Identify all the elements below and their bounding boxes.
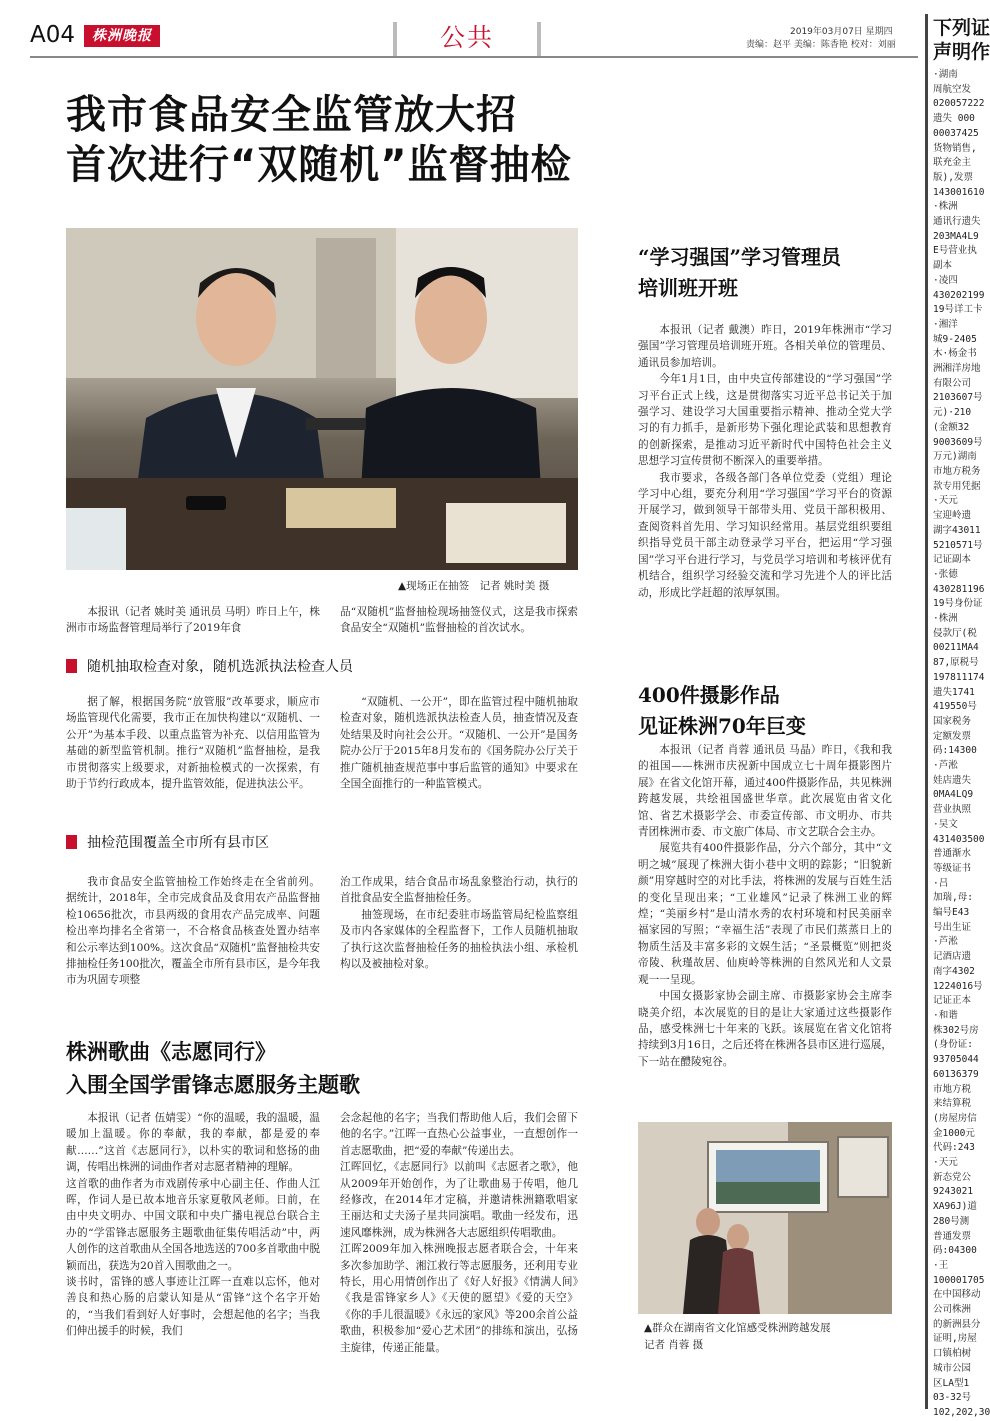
section-name: 公共 — [440, 23, 495, 52]
side-strip-line: 湖字43011 — [933, 524, 981, 536]
header-divider-right — [537, 22, 541, 56]
side-strip-line: ·芦淞 — [933, 936, 958, 948]
main-headline-line2: 首次进行“双随机”监督抽检 — [66, 142, 572, 188]
side-strip-line: 197811174 — [933, 671, 985, 683]
side-strip-line: 区LA型1 — [933, 1377, 970, 1389]
side-strip-line: 有限公司 — [933, 377, 972, 389]
side-strip-line: 203MA4L9 — [933, 230, 979, 242]
side-strip-line: (房屋房信 — [933, 1112, 977, 1124]
side-strip-title-line1: 下列证 — [933, 17, 990, 39]
subhead-marker — [66, 659, 77, 673]
song-headline — [66, 1035, 360, 1101]
side-strip-line: ·天元 — [933, 495, 958, 507]
xuexi-body — [638, 322, 892, 632]
side-strip-line: 5210571号 — [933, 539, 983, 551]
side-strip-line: 款专用凭据 — [933, 480, 981, 492]
exhibition-headline — [638, 680, 806, 742]
main-intro-col2: 品“双随机”监督抽检现场抽签仪式，这是我市探索食品安全“双随机”监督抽检的首次试水。 — [340, 606, 578, 635]
editor-credits: 责编：赵平 美编：陈香艳 校对：刘丽 — [746, 40, 896, 50]
side-strip-line: E号营业执 — [933, 245, 977, 257]
exhibition-body — [638, 742, 892, 1112]
exhibition-caption-line1: ▲群众在湖南省文化馆感受株洲跨越发展 — [644, 1322, 831, 1334]
side-strip-line: 9243021 — [933, 1186, 974, 1198]
song-col2: 会念起他的名字；当我们帮助他人后，我们会留下他的名字。”江晖一直热心公益事业，一直想创作一首志愿歌曲，把“爱的奉献”传递出去。 江晖回忆，《志愿同行》以前叫《志愿者之歌》，他从2009年开始创作，为了让歌曲易于传唱，他几经修改，在2014年才定稿，并邀请株洲籍歌唱家王丽达和丈夫汤子星共同演唱。歌曲一经发布，迅速风靡株洲，成为株洲各大志愿组织传唱歌曲。 江晖2009年加入株洲晚报志愿者联合会，十年来多次参加助学、湘江救行等志愿服务，还利用专业特长，用心用情创作出了《好人好报》《情满人间》《我是雷锋家乡人》《天使的愿望》《爱的天空》《你的手儿很温暖》《永远的家风》等200余首公益歌曲，积极参加“爱心艺术团”的排练和演出，弘扬主旋律，传递正能量。 — [340, 1112, 578, 1354]
side-strip-line: 60136379 — [933, 1068, 979, 1080]
side-strip-line: 加瑞,母: — [933, 892, 973, 904]
side-strip-line: 0MA4LQ9 — [933, 789, 974, 801]
side-strip-line: 的新洲县分 — [933, 1318, 981, 1330]
side-strip-line: 口镇柏树 — [933, 1348, 972, 1360]
side-strip-line: 市地方税 — [933, 1083, 972, 1095]
main-intro-col1: 本报讯（记者 姚时美 通讯员 马明）昨日上午，株洲市市场监督管理局举行了2019年食 — [66, 606, 320, 635]
subhead-random-inspection — [66, 656, 353, 676]
side-strip-line: 记证副本 — [933, 554, 972, 566]
side-strip-line: 430202199 — [933, 289, 985, 301]
side-strip-line: 号出生证 — [933, 921, 972, 933]
side-strip-line: 100001705 — [933, 1274, 985, 1286]
side-strip-line: 19号身份证 — [933, 598, 983, 610]
side-strip-line: 码:04300 — [933, 1245, 977, 1257]
side-strip-list — [933, 68, 990, 1418]
issue-date: 2019年03月07日 星期四 — [790, 27, 893, 37]
side-strip-line: 版),发票 — [933, 171, 973, 183]
side-strip-line: ·天元 — [933, 1157, 958, 1169]
subhead-random-inspection-text: 随机抽取检查对象，随机选派执法检查人员 — [87, 659, 353, 675]
side-strip-divider — [925, 14, 928, 1409]
side-strip-line: 木·杨金书 — [933, 348, 977, 360]
side-strip-line: 遗失1741 — [933, 686, 975, 698]
side-strip-line: 87,原税号 — [933, 657, 979, 669]
header-rule — [30, 56, 918, 58]
subhead-marker — [66, 835, 77, 849]
side-strip-line: ·吴文 — [933, 818, 958, 830]
signing-photo-caption: ▲现场正在抽签 记者 姚时美 摄 — [398, 580, 550, 592]
signing-photo-illustration — [66, 228, 578, 570]
subhead-coverage — [66, 832, 269, 852]
side-strip-line: 新态党公 — [933, 1171, 972, 1183]
side-strip-line: 城9-2405 — [933, 333, 977, 345]
exhibition-headline-line1: 400件摄影作品 — [638, 683, 780, 707]
exhibition-body-p1: 本报讯（记者 肖蓉 通讯员 马晶）昨日，《我和我的祖国——株洲市庆祝新中国成立七十周年摄影图片展》在省文化馆开幕，通过400件摄影作品，共见株洲跨越发展，共绘祖国盛世华章。此次展览由省文化馆、省艺术摄影学会、市委宣传部、市文明办、市共青团株洲市委、市文旅广体局、市文艺联合会主办。 — [638, 744, 892, 839]
side-strip-line: 证明,房屋 — [933, 1333, 977, 1345]
song-headline-line1: 株洲歌曲《志愿同行》 — [66, 1039, 276, 1064]
side-strip-line: 侵款厅(税 — [933, 627, 977, 639]
subhead-coverage-text: 抽检范围覆盖全市所有县市区 — [87, 835, 269, 851]
exhibition-photo-illustration — [638, 1122, 892, 1314]
exhibition-photo-caption — [644, 1320, 894, 1354]
side-strip-line: 143001610 — [933, 186, 985, 198]
exhibition-caption-line2: 记者 肖蓉 摄 — [644, 1339, 704, 1351]
side-strip-title-line2: 声明作 — [933, 41, 990, 63]
side-strip-line: 431403500 — [933, 833, 985, 845]
side-strip-line: 93705044 — [933, 1054, 979, 1066]
side-strip-line: 普通渐水 — [933, 848, 972, 860]
sec1-col2: “双随机、一公开”，即在监管过程中随机抽取检查对象，随机选派执法检查人员，抽查情况及查处结果及时向社会公开。“双随机、一公开”是国务院办公厅于2015年8月发布的《国务院办公厅关于推广随机抽查规范事中事后监管的通知》中要求在全国全面推行的一种监管模式。 — [340, 696, 578, 791]
side-strip-line: 记证正本 — [933, 995, 972, 1007]
side-strip-line: 280号测 — [933, 1215, 970, 1227]
side-strip-line: 102,202,30 — [933, 1406, 990, 1418]
exhibition-headline-line2: 见证株洲70年巨变 — [638, 714, 806, 738]
side-strip-line: (身份证: — [933, 1039, 973, 1051]
side-strip-line: 19号详工卡 — [933, 304, 983, 316]
side-strip-line: 周航空发 — [933, 83, 972, 95]
side-strip-line: 03-32号 — [933, 1392, 972, 1404]
sec2-col2-p1: 治工作成果，结合食品市场乱象整治行动，执行的首批食品安全监督抽检任务。 — [340, 876, 578, 905]
side-strip-line: 城市公园 — [933, 1362, 972, 1374]
side-strip-line: 联充金主 — [933, 157, 972, 169]
exhibition-body-p3: 中国女摄影家协会副主席、市摄影家协会主席李晓美介绍，本次展览的目的是让大家通过这些摄影作品，感受株洲七十年来的飞跃。该展览在省文化馆将持续到3月16日，之后还将在株洲各县市区进行巡展，下一站在醴陵宛谷。 — [638, 990, 892, 1068]
side-strip-line: 419550号 — [933, 701, 977, 713]
side-strip-line: ·王 — [933, 1259, 949, 1271]
side-strip-line: 通讯行遗失 — [933, 216, 981, 228]
side-strip-line: 国家税务 — [933, 715, 972, 727]
side-strip-line: ·芦淞 — [933, 760, 958, 772]
side-strip-line: 货物销售, — [933, 142, 977, 154]
side-strip-line: 副本 — [933, 260, 953, 272]
side-strip-line: 00037425 — [933, 127, 979, 139]
main-headline-line1: 我市食品安全监管放大招 — [66, 92, 517, 138]
xuexi-body-p2: 今年1月1日，由中央宣传部建设的“学习强国”学习平台正式上线，这是贯彻落实习近平总书记关于加强学习、建设学习大国重要指示精神、推动全党大学习的有力抓手，是新形势下强化理论武装和思想教育的创新探索，是推动习近平新时代中国特色社会主义思想学习宣传贯彻不断深入的重要举措。 — [638, 373, 892, 468]
page-number: A04 — [30, 22, 76, 48]
side-strip-line: 元)·210 — [933, 407, 972, 419]
side-strip-line: 株302号房 — [933, 1024, 979, 1036]
paper-logo: 株洲晚报 — [84, 25, 160, 47]
side-strip-line: 00211MA4 — [933, 642, 979, 654]
sec2-col2-p2: 抽签现场，在市纪委驻市场监管局纪检监察组及市内各家媒体的全程监督下，工作人员随机抽取了执行这次监督抽检任务的抽检执法小组、承检机构以及被抽检对象。 — [340, 908, 578, 971]
signing-photo — [66, 228, 578, 570]
side-strip-line: 普通发票 — [933, 1230, 972, 1242]
xuexi-body-p1: 本报讯（记者 戴澳）昨日，2019年株洲市“学习强国”学习管理员培训班开班。各相关单位的管理员、通讯员参加培训。 — [638, 324, 892, 369]
side-strip-line: 在中国移动 — [933, 1289, 981, 1301]
xuexi-body-p3: 我市要求，各级各部门各单位党委（党组）理论学习中心组，要充分利用“学习强国”学习平台的资源开展学习，做到领导干部带头用、党员干部积极用、查阅资料首先用、学习知识经常用。基层党组织要组织指导党员干部主动登录学习平台，把运用“学习强国”学习平台进行学习，与党员学习培训和考核评优有机结合，组织学习经验交流和学习先进个人的评比活动，形成比学赶超的浓厚氛围。 — [638, 471, 892, 599]
side-strip-line: 万元)湖南 — [933, 451, 977, 463]
side-strip-line: ·湘洋 — [933, 318, 958, 330]
sec2-col2 — [340, 874, 578, 1008]
side-strip-line: 来结算税 — [933, 1098, 972, 1110]
side-strip-line: 记酒店遗 — [933, 951, 972, 963]
side-strip-line: (金额32 — [933, 421, 970, 433]
xuexi-headline-line1: “学习强国”学习管理员 — [638, 245, 842, 269]
side-strip-line: 洲湘洋房地 — [933, 363, 981, 375]
side-strip-line: ·凌四 — [933, 274, 958, 286]
side-strip-line: XA96J)道 — [933, 1201, 977, 1213]
side-strip-line: 遗失 000 — [933, 113, 975, 125]
side-strip-line: 9003609号 — [933, 436, 983, 448]
exhibition-photo — [638, 1122, 892, 1314]
sec1-col1: 据了解，根据国务院“放管服”改革要求，顺应市场监管现代化需要，我市正在加快构建以“双随机、一公开”为基本手段、以重点监管为补充、以信用监管为基础的新型监管机制。推行“双随机”监督抽检，是我市贯彻落实上级要求，对新抽检模式的一次探索，有助于节约行政成本，提升监管效能，促进执法公平。 — [66, 696, 320, 791]
side-strip-line: 公司株洲 — [933, 1304, 972, 1316]
side-strip-line: 宝迎岭遗 — [933, 510, 972, 522]
side-strip-line: 定额发票 — [933, 730, 972, 742]
header-divider-left — [393, 22, 397, 56]
xuexi-headline — [638, 242, 841, 304]
side-strip-line: 金1000元 — [933, 1127, 975, 1139]
side-strip-line: 营业执照 — [933, 804, 972, 816]
side-strip-line: ·株洲 — [933, 613, 958, 625]
side-strip-line: 430281196 — [933, 583, 985, 595]
side-strip-line: ·张德 — [933, 568, 958, 580]
exhibition-body-p2: 展览共有400件摄影作品，分六个部分，其中“文明之城”展现了株洲大街小巷中文明的踪影；“旧貌新颜”用穿越时空的对比手法，将株洲的发展与百姓生活的变化呈现出来；“工业雄风”记录了株洲工业的辉煌；“美丽乡村”是山清水秀的农村环境和村民美丽幸福家园的写照；“幸福生活”表现了市民们蒸蒸日上的物质生活及丰富多彩的文娱生活；“圣景概览”则把炎帝陵、秋瑾故居、仙庾岭等株洲的自然风光和人文景观一一呈现。 — [638, 842, 892, 986]
side-strip-line: 市地方税务 — [933, 465, 981, 477]
side-strip-line: 等级证书 — [933, 862, 972, 874]
song-col1: 本报讯（记者 伍婧雯）“你的温暖，我的温暖，温暖加上温暖。你的奉献，我的奉献，都是爱的奉献……”这首《志愿同行》，以朴实的歌词和悠扬的曲调，传唱出株洲的词曲作者对志愿者精神的理解。 这首歌的曲作者为市戏剧传承中心副主任、作曲人江晖，作词人是已故本地音乐家夏敬风老师。日前，在由中央文明办、中国文联和中央广播电视总台联合主办的“学雷锋志愿服务主题歌曲征集传唱活动”中，两人创作的这首歌曲从全国各地选送的700多首歌曲中脱颖而出，获选为20首入围歌曲之一。 谈书时，雷锋的感人事迹让江晖一直难以忘怀，他对善良和热心肠的启蒙认知是从“雷锋”这个名字开始的，“当我们看到好人好事时，会想起他的名字；当我们伸出援手的时候，我们 — [66, 1112, 320, 1338]
xuexi-headline-line2: 培训班开班 — [638, 276, 738, 300]
side-strip-line: 020057222 — [933, 98, 985, 110]
side-strip-title — [933, 16, 988, 64]
side-strip-line: 娃店遗失 — [933, 774, 972, 786]
side-strip-line: ·吕 — [933, 877, 949, 889]
sec2-col1: 我市食品安全监管抽检工作始终走在全省前列。据统计，2018年，全市完成食品及食用农产品监督抽检10656批次，市县两级的食用农产品完成率、问题检出率均排名全省第一，不合格食品核查处置办结率和公示率达到100%。这次食品“双随机”监督抽检共安排抽检任务100批次，覆盖全市所有县市区，是今年我市为巩固专项整 — [66, 876, 320, 987]
side-strip-line: ·和谐 — [933, 1010, 958, 1021]
side-strip-line: 编号E43 — [933, 907, 970, 919]
side-strip-line: ·湖南 — [933, 69, 958, 80]
side-strip-line: 南字4302 — [933, 965, 975, 977]
side-strip-line: ·株洲 — [933, 201, 958, 213]
song-headline-line2: 入围全国学雷锋志愿服务主题歌 — [66, 1072, 360, 1097]
side-strip-line: 代码:243 — [933, 1142, 975, 1154]
side-strip-line: 1224016号 — [933, 980, 983, 992]
side-strip-line: 码:14300 — [933, 745, 977, 757]
main-headline — [66, 90, 572, 190]
side-strip-line: 2103607号 — [933, 392, 983, 404]
